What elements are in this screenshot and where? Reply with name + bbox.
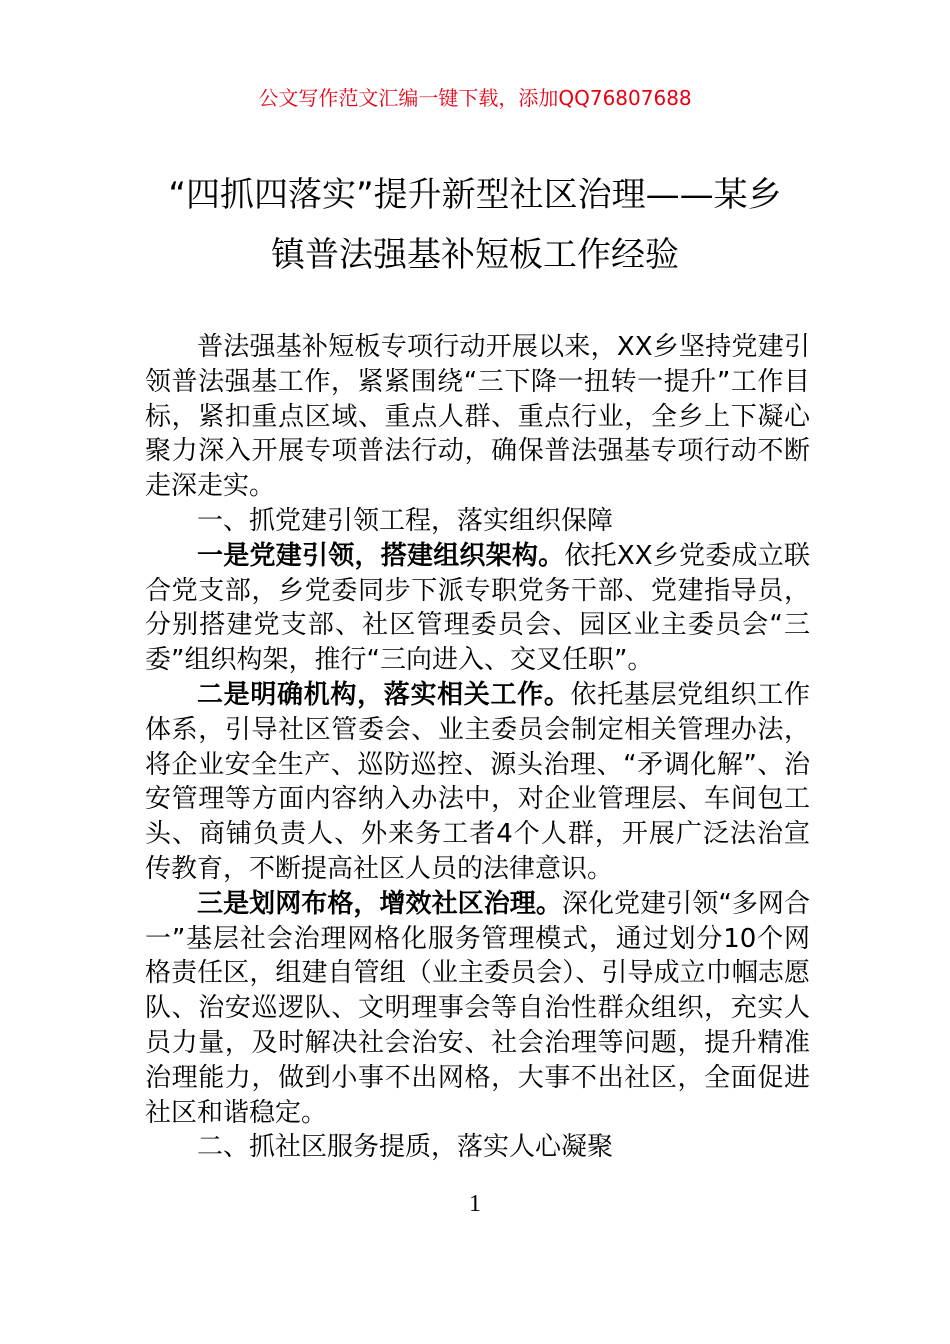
title-line-2: 镇普法强基补短板工作经验 <box>271 235 679 275</box>
paragraph-lead: 三是划网布格，增效社区治理。 <box>197 888 562 919</box>
paragraph-lead: 二是明确机构，落实相关工作。 <box>197 679 571 710</box>
paragraph-item-2 <box>145 678 810 887</box>
download-banner: 公文写作范文汇编一键下载，添加QQ76807688 <box>258 86 692 110</box>
section-heading-2 <box>145 1130 810 1165</box>
document-body <box>145 330 810 1165</box>
document-title <box>100 165 850 285</box>
heading-text: 一、抓党建引领工程，落实组织保障 <box>197 505 614 536</box>
paragraph-text: 依托基层党组织工作体系，引导社区管委会、业主委员会制定相关管理办法，将企业安全生产、巡防巡控、源头治理、“矛调化解”、治安管理等方面内容纳入办法中，对企业管理层、车间包工头、商铺负责人、外来务工者4个人群，开展广泛法治宣传教育，不断提高社区人员的法律意识。 <box>145 679 810 884</box>
paragraph-text: 普法强基补短板专项行动开展以来，XX乡坚持党建引领普法强基工作，紧紧围绕“三下降一扭转一提升”工作目标，紧扣重点区域、重点人群、重点行业，全乡上下凝心聚力深入开展专项普法行动，确保普法强基专项行动不断走深走实。 <box>145 332 810 502</box>
intro-paragraph <box>145 330 810 504</box>
paragraph-lead: 一是党建引领，搭建组织架构。 <box>197 540 565 571</box>
paragraph-item-3 <box>145 887 810 1131</box>
paragraph-text: 深化党建引领“多网合一”基层社会治理网格化服务管理模式，通过划分10个网格责任区，组建自管组（业主委员会）、引导成立巾帼志愿队、治安巡逻队、文明理事会等自治性群众组织，充实人员力量，及时解决社会治安、社会治理等问题，提升精准治理能力，做到小事不出网格，大事不出社区，全面促进社区和谐稳定。 <box>145 888 810 1128</box>
paragraph-item-1 <box>145 539 810 678</box>
section-heading-1 <box>145 504 810 539</box>
paragraph-text: 依托XX乡党委成立联合党支部，乡党委同步下派专职党务干部、党建指导员，分别搭建党支部、社区管理委员会、园区业主委员会“三委”组织构架，推行“三向进入、交叉任职”。 <box>145 540 810 676</box>
page-number: 1 <box>469 1191 481 1217</box>
title-line-1: “四抓四落实”提升新型社区治理——某乡 <box>168 175 782 215</box>
heading-text: 二、抓社区服务提质，落实人心凝聚 <box>197 1132 614 1163</box>
